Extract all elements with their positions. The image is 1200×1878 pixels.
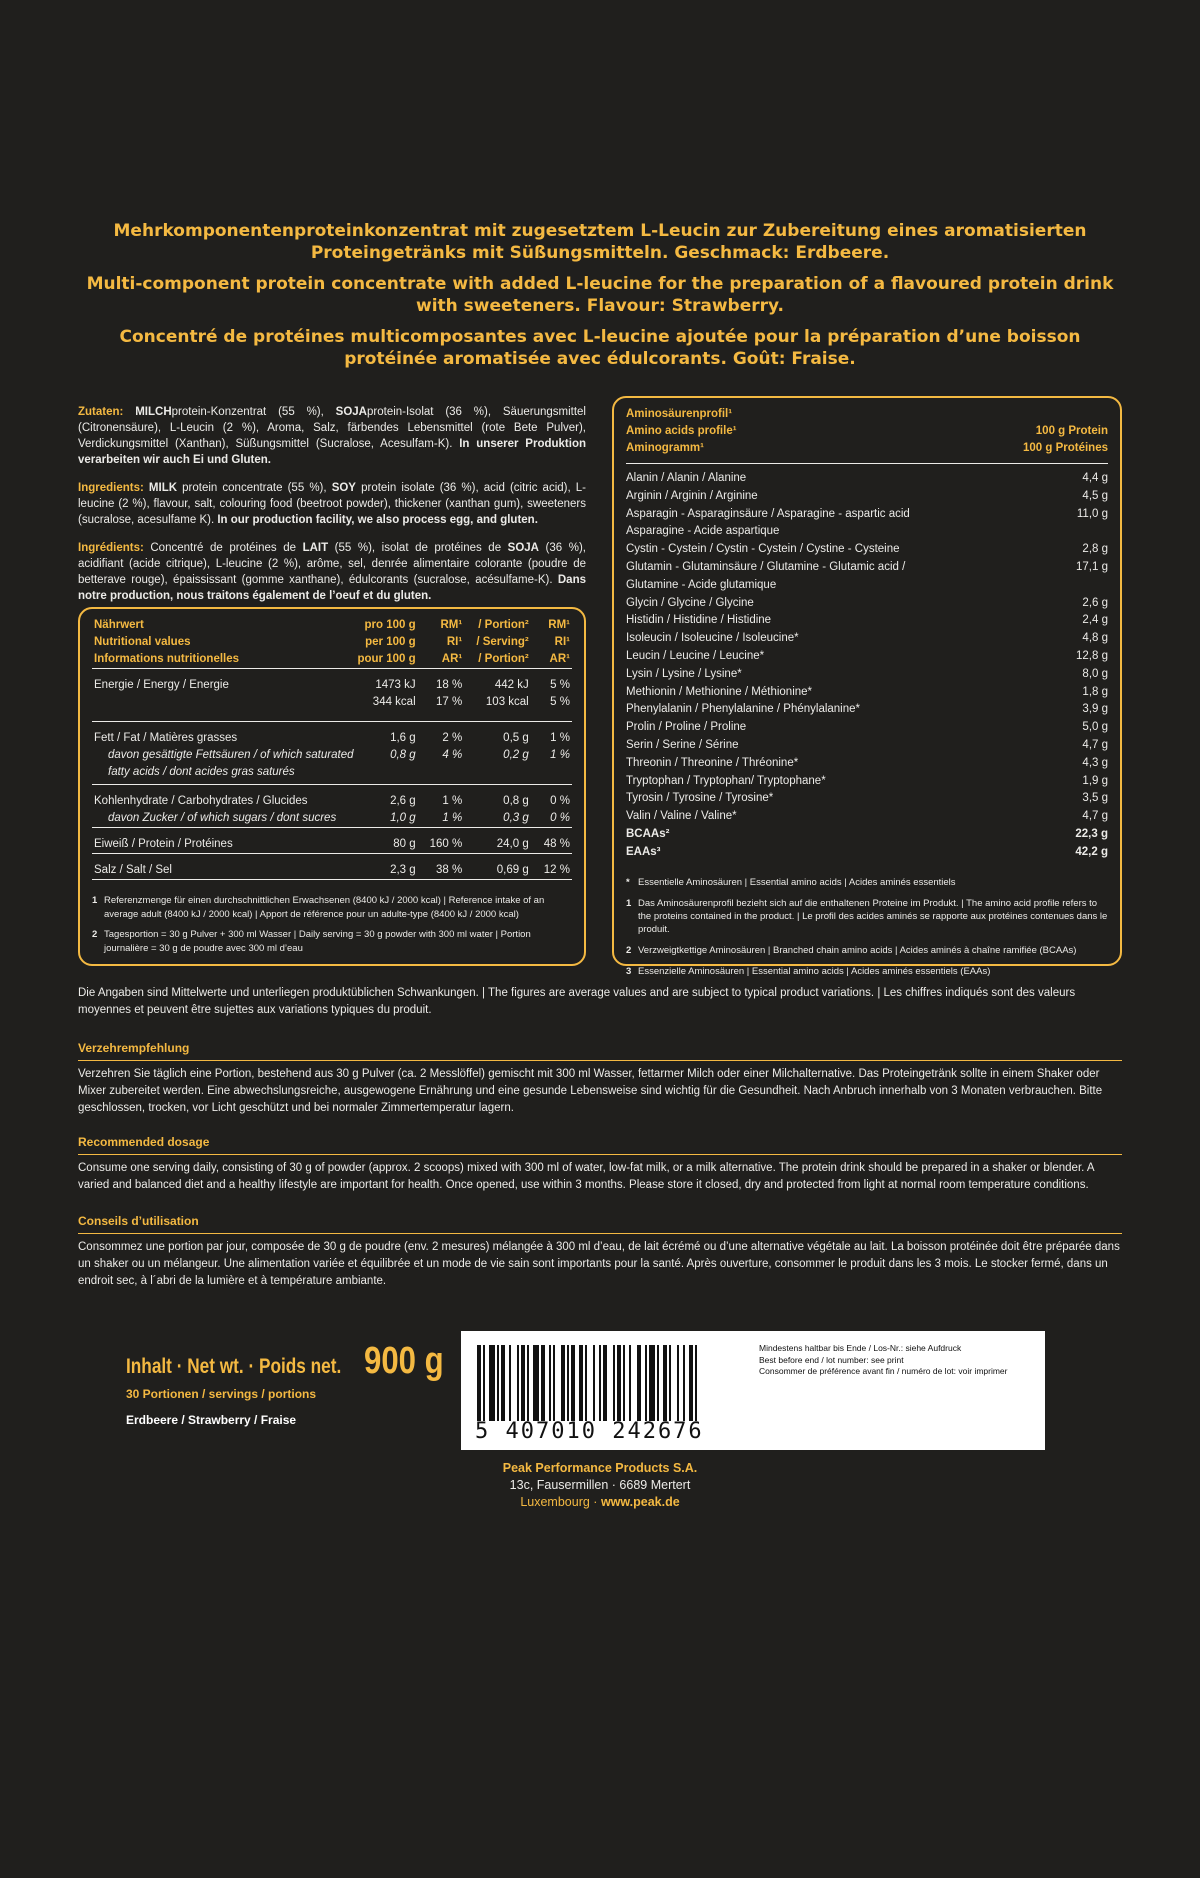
amino-row [626,808,1108,826]
footnote-text: Essenzielle Aminosäuren | Essential amino acids | Acides aminés essentiels (EAAs) [638,965,991,977]
nutrient-name: Energie / Energy / Energie [94,679,229,691]
amino-footnote-1 [626,897,1108,936]
ingredients-label: Ingrédients: [78,542,144,554]
amino-value: 2,4 g [1082,614,1108,627]
amino-footnote-3 [626,965,1108,978]
nutrition-table [92,617,572,888]
footnote-text: Das Aminosäurenprofil bezieht sich auf die enthaltenen Proteine im Produkt. | The amino acid profile refers to the proteins contained in the product. | Le profil des acides aminés se rapporte aux protéines contenues dans le produit. [638,897,1108,935]
best-before-de: Mindestens haltbar bis Ende / Los-Nr.: siehe Aufdruck [759,1343,962,1353]
dosage-de [78,1040,1122,1117]
barcode-panel [461,1331,1045,1450]
value-cell: 48 % [543,838,570,850]
header-cell: per 100 g [365,636,416,648]
amino-name: Prolin / Proline / Proline [626,721,747,734]
ingredients-label: Ingredients: [78,482,144,494]
ingredient-text: protein isolate (36 %), acid (citric acid), L-leucine (2 %), flavour, salt, colouring food (beetroot powder), thickener (xanthan gum), sweeteners (sucralose, acesulfame K). [78,482,586,526]
amino-name: BCAAs² [626,827,670,840]
dosage-fr [78,1213,1122,1290]
net-weight-label: Inhalt · Net wt. · Poids net. [126,1355,342,1378]
amino-value: 8,0 g [1082,667,1108,680]
table-row-protein [92,836,572,854]
value-cell: 1 % [550,748,570,761]
amino-name: Asparagin - Asparaginsäure / Asparagine - aspartic acid [626,507,910,520]
amino-name: Glycin / Glycine / Glycine [626,596,754,609]
amino-value: 2,6 g [1082,596,1108,609]
section-title: Verzehrempfehlung [78,1040,1122,1061]
amino-name: Serin / Serine / Sérine [626,738,739,751]
amino-unit-en: 100 g Protein [1035,425,1108,437]
nutrient-name [92,694,355,711]
footnote-mark: 3 [626,965,632,977]
value-cell: 24,0 g [496,838,529,850]
value-cell: 0,2 g [503,748,529,761]
footnote-mark: 1 [92,895,98,906]
value-cell: 1 % [442,812,463,824]
amino-name: Threonin / Threonine / Thréonine* [626,756,799,769]
ingredient-text: protein concentrate (55 %), [177,482,332,494]
amino-name: Phenylalanin / Phenylalanine / Phénylalanine* [626,703,861,716]
table-row-saturated-cont [92,764,572,781]
amino-value: 17,1 g [1076,560,1108,573]
value-cell: 38 % [436,864,463,876]
header-cell: RI¹ [446,636,463,648]
ingredient-text: protein-Konzentrat (55 %), [171,406,336,418]
barcode-number: 5 407010 242676 [475,1419,704,1444]
value-cell: 5 % [550,696,570,708]
amino-value: 4,5 g [1082,489,1108,502]
amino-row [626,684,1108,702]
header-cell: RM¹ [548,619,570,631]
value-cell: 1 % [550,731,570,744]
average-values-note: Die Angaben sind Mittelwerte und unterliegen produktüblichen Schwankungen. | The figures are average values and are subject to typical product variations. | Les chiffres indiqués sont des valeurs moyennes et peuvent être sujettes aux variations typiques du produit. [78,987,1076,1016]
amino-value: 1,9 g [1082,774,1108,787]
company-address: 13c, Fausermillen · 6689 Mertert [509,1478,691,1492]
value-cell: 17 % [436,696,463,708]
footnote-text: Verzweigtkettige Aminosäuren | Branched chain amino acids | Acides aminés à chaîne ramifiée (BCAAs) [638,944,1077,956]
value-cell: 0,8 g [390,748,416,761]
value-cell: 1 % [442,795,463,807]
amino-name: Leucin / Leucine / Leucine* [626,649,765,662]
flavour: Erdbeere / Strawberry / Fraise [126,1413,297,1427]
value-cell: 1,6 g [390,731,416,744]
amino-row [626,719,1108,737]
nutrition-footnote-1 [92,894,572,922]
production-note: Dans notre production, nous traitons également de l’oeuf et du gluten. [78,574,586,602]
footnote-mark: 2 [626,944,632,956]
header-cell: AR¹ [549,653,570,665]
amino-row [626,506,1108,524]
company-country: Luxembourg · [520,1495,601,1509]
ingredients-block [78,404,586,616]
footnote-text: Tagesportion = 30 g Pulver + 300 ml Wasser | Daily serving = 30 g powder with 300 ml water | Portion journalière = 30 g de poudre avec 300 ml d’eau [104,929,531,954]
amino-title-fr: Aminogramm¹ [626,442,704,454]
servings-count: 30 Portionen / servings / portions [126,1387,317,1401]
amino-divider [626,463,1108,464]
amino-value: 3,9 g [1082,703,1108,716]
amino-name: Histidin / Histidine / Histidine [626,614,772,627]
production-note: In unserer Produktion verarbeiten wir auch Ei und Gluten. [78,438,586,466]
allergen: SOJA [507,542,539,554]
nutrition-header-row [92,634,572,651]
amino-row-bcaa [626,826,1108,844]
nutrient-name: Fett / Fat / Matières grasses [94,731,238,744]
value-cell: 0,5 g [503,731,529,744]
dosage-en [78,1134,1122,1194]
ingredients-en [78,480,586,528]
value-cell: 18 % [436,679,463,691]
amino-name: Glutamin - Glutaminsäure / Glutamine - Glutamic acid / [626,560,906,573]
value-cell: 5 % [550,679,570,691]
table-row-energy-kj [92,677,572,694]
amino-name: Alanin / Alanin / Alanine [626,472,747,484]
ingredient-text: (36 %), acidifiant (acide citrique), L-leucine (2 %), arôme, sel, denrée alimentaire colorante (poudre de betterave rouge), épaississant (gomme xanthane), édulcorants (sucralose, acésulfame-K). [78,542,586,586]
footnote-text: Referenzmenge für einen durchschnittlichen Erwachsenen (8400 kJ / 2000 kcal) | Reference intake of an average adult (8400 kJ / 2000 kcal) | Apport de référence pour un adulte-type (8400 kJ / 2000 kcal) [104,895,545,920]
header-cell: / Portion² [478,619,529,631]
amino-name: Isoleucin / Isoleucine / Isoleucine* [626,632,799,645]
ingredient-text: Concentré de protéines de [143,542,303,554]
nutrient-name: fatty acids / dont acides gras saturés [108,765,295,778]
header-cell: Nutritional values [94,636,191,648]
amino-row [626,773,1108,791]
amino-value: 4,8 g [1082,632,1108,645]
section-title: Conseils d’utilisation [78,1213,1122,1234]
value-cell: 103 kcal [485,696,529,708]
title-de: Mehrkomponentenproteinkonzentrat mit zugesetztem L-Leucin zur Zubereitung eines aromatisierten Proteingetränks mit Süßungsmitteln. Geschmack: Erdbeere. [113,221,1087,263]
nutrient-name: davon gesättigte Fettsäuren / of which saturated [108,748,354,761]
amino-title-de: Aminosäurenprofil¹ [626,408,733,420]
amino-name: Valin / Valine / Valine* [626,810,737,823]
amino-row [626,701,1108,719]
value-cell: 12 % [543,864,570,876]
nutrition-header-row [92,651,572,669]
allergen: SOJA [335,406,367,418]
nutrition-footnote-2 [92,928,572,956]
company-website[interactable]: www.peak.de [600,1495,680,1509]
table-row-carbohydrates [92,793,572,810]
header-cell: Informations nutritionelles [94,653,240,665]
amino-name: EAAs³ [626,845,661,858]
ingredients-fr [78,540,586,604]
amino-row [626,666,1108,684]
amino-row [626,470,1108,488]
value-cell: 160 % [429,838,463,850]
nutrition-table-box [78,607,586,966]
amino-row [626,577,1108,595]
net-weight-value: 900 g [364,1340,444,1382]
allergen: SOY [331,482,356,494]
allergen: LAIT [302,542,329,554]
value-cell: 0,8 g [503,795,529,807]
amino-name: Tyrosin / Tyrosine / Tyrosine* [626,792,774,805]
value-cell: 2,3 g [390,864,416,876]
amino-value [1102,523,1108,541]
product-titles [78,220,1122,379]
value-cell: 1473 kJ [375,679,416,691]
footnote-mark: 2 [92,929,98,940]
amino-name: Glutamine - Acide glutamique [626,578,777,591]
amino-row [626,630,1108,648]
title-fr: Concentré de protéines multicomposantes avec L-leucine ajoutée pour la préparation d’une boisson protéinée aromatisée avec édulcorants. Goût: Fraise. [119,327,1081,369]
value-cell: 2,6 g [390,795,416,807]
header-cell: / Serving² [476,636,529,648]
amino-name: Methionin / Methionine / Méthionine* [626,685,813,698]
barcode-icon [473,1345,789,1421]
value-cell: 0 % [550,812,570,824]
table-row-energy-kcal [92,694,572,711]
value-cell: 80 g [393,838,416,850]
company-name: Peak Performance Products S.A. [502,1461,698,1475]
footnote-mark: 1 [626,897,632,909]
amino-row-eaa [626,844,1108,862]
section-text: Verzehren Sie täglich eine Portion, bestehend aus 30 g Pulver (ca. 2 Messlöffel) gemischt mit 300 ml Wasser, fettarmer Milch oder einer Milchalternative. Das Proteingetränk sollte in einem Shaker oder Mixer zubereitet werden. Eine abwechslungsreiche, ausgewogene Ernährung und eine gesunde Lebensweise sind wichtig für die Gesundheit. Nach Anbruch innerhalb von 3 Monaten verbrauchen. Bitte geschlossen, trocken, vor Licht geschützt und bei normaler Zimmertemperatur lagern. [78,1068,1103,1114]
nutrient-name: Eiweiß / Protein / Protéines [94,838,233,850]
allergen: MILCH [135,406,172,418]
title-en: Multi-component protein concentrate with added L-leucine for the preparation of a flavoured protein drink with sweeteners. Flavour: Strawberry. [86,274,1114,316]
production-note: In our production facility, we also process egg, and gluten. [217,514,538,526]
amino-name: Arginin / Arginin / Arginine [626,489,758,502]
amino-value [1102,577,1108,595]
amino-row [626,523,1108,541]
amino-name: Lysin / Lysine / Lysine* [626,667,742,680]
section-text: Consume one serving daily, consisting of 30 g of powder (approx. 2 scoops) mixed with 300 ml of water, low-fat milk, or a milk alternative. The protein drink should be prepared in a shaker or blender. A varied and balanced diet and a healthy lifestyle are important for health. Once opened, use within 3 months. Please store it closed, dry and protected from light at normal room temperature conditions. [78,1162,1094,1191]
value-cell: 4 % [442,748,463,761]
header-cell: / Portion² [478,653,529,665]
amino-row [626,595,1108,613]
nutrient-name: Salz / Salt / Sel [94,864,172,876]
amino-row [626,755,1108,773]
amino-name: Cystin - Cystein / Cystin - Cystein / Cystine - Cysteine [626,543,900,556]
section-title: Recommended dosage [78,1134,1122,1155]
amino-row [626,559,1108,577]
header-cell: pro 100 g [364,619,416,631]
amino-title-en: Amino acids profile¹ [626,425,737,437]
header-cell: RI¹ [554,636,570,648]
amino-row [626,488,1108,506]
amino-row [626,541,1108,559]
value-cell: 344 kcal [372,696,416,708]
value-cell: 1,0 g [390,812,416,824]
value-cell: 0,3 g [503,812,529,824]
ingredient-text: (55 %), isolat de protéines de [328,542,508,554]
nutrient-name: Kohlenhydrate / Carbohydrates / Glucides [94,795,308,807]
header-cell: RM¹ [440,619,463,631]
amino-name: Tryptophan / Tryptophan/ Tryptophane* [626,774,826,787]
amino-value: 4,7 g [1082,810,1108,823]
value-cell: 0 % [550,795,570,807]
amino-value: 11,0 g [1076,507,1108,520]
amino-value: 2,8 g [1082,543,1108,556]
amino-value: 4,3 g [1082,756,1108,769]
ingredient-text: protein-Isolat (36 %), Säuerungsmittel (Citronensäure), L-Leucin (2 %), Aroma, Salz, färbendes Lebensmittel (rote Bete Pulver), Verdickungsmittel (Xanthan), Süßungsmittel (Sucralose, Acesulfam-K). [78,406,586,450]
ingredients-de [78,404,586,468]
amino-row [626,790,1108,808]
table-row-salt [92,862,572,880]
net-weight-block [126,1340,456,1427]
best-before-en: Best before end / lot number: see print [759,1354,904,1365]
best-before-fr: Consommer de préférence avant fin / numéro de lot: voir imprimer [759,1366,1008,1376]
allergen: MILK [148,482,178,494]
header-cell: AR¹ [441,653,463,665]
amino-row [626,648,1108,666]
amino-value: 12,8 g [1076,649,1108,662]
amino-row [626,612,1108,630]
amino-value: 1,8 g [1082,685,1108,698]
amino-value: 4,4 g [1082,472,1108,484]
amino-value: 22,3 g [1075,827,1108,840]
nutrition-header-row [92,617,572,634]
amino-footnote-star [626,876,1108,889]
amino-value: 3,5 g [1082,792,1108,805]
table-row-saturated [92,747,572,764]
ingredients-label: Zutaten: [78,406,124,418]
company-info [300,1460,900,1511]
section-text: Consommez une portion par jour, composée de 30 g de poudre (env. 2 mesures) mélangée à 300 ml d’eau, de lait écrémé ou d’une alternative végétale au lait. La boisson protéinée doit être préparée dans un shaker ou un mélangeur. Une alimentation variée et équilibrée et un mode de vie sain sont importants pour la santé. Après ouverture, consommer le produit dans les 3 mois. Le stocker fermé, dans un endroit sec, à l´abri de la lumière et à température ambiante. [78,1241,1120,1287]
amino-unit-fr: 100 g Protéines [1022,442,1108,454]
amino-value: 42,2 g [1075,845,1108,858]
amino-value: 5,0 g [1082,721,1108,734]
value-cell: 442 kJ [494,679,529,691]
amino-value: 4,7 g [1082,738,1108,751]
amino-header [626,406,1108,457]
header-cell: pour 100 g [357,653,416,665]
best-before-info [759,1343,1029,1378]
header-cell: Nährwert [94,619,144,631]
nutrient-name: davon Zucker / of which sugars / dont sucres [108,812,337,824]
value-cell: 0,69 g [496,864,529,876]
value-cell: 2 % [442,731,463,744]
amino-row [626,737,1108,755]
amino-name: Asparagine - Acide aspartique [626,525,780,538]
footnote-mark: * [626,876,630,888]
amino-acid-box [612,396,1122,977]
footnote-text: Essentielle Aminosäuren | Essential amino acids | Acides aminés essentiels [638,876,956,888]
table-row-sugars [92,810,572,828]
amino-footnote-2 [626,944,1108,957]
amino-list [626,470,1108,826]
table-row-fat [92,730,572,747]
